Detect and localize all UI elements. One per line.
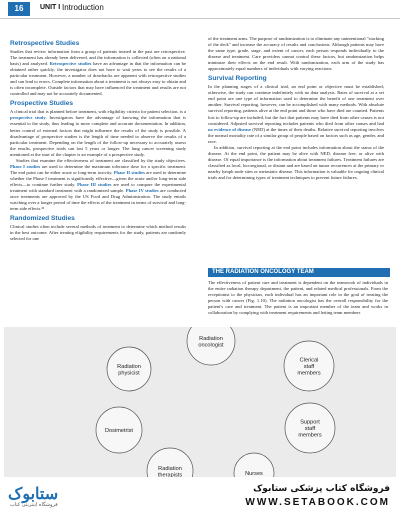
text-run: . Investigators have the advantage of knowing the information that is essential to the study, thus leading to more complete and accurate documentation. In addition, better control of external factors that might influence the results of the study is possible. A disadvantage of prospective studies is the length of time needed to observe the results of a particular treatment. Depending on the length of the follow-up necessary to accurately assess the results, prospective trials can last 5 years or longer. The lung cancer screening study mentioned at the start of the chapter is an example of a prospective study.: [10, 115, 186, 157]
team-node-clerical: [284, 341, 334, 391]
term-phase-4: Phase IV studies: [125, 187, 159, 193]
term-phase-1: Phase I studies: [10, 163, 41, 169]
text-run: are used to determine whether the Phase I treatment is significantly effective—given the acute and/or long-term side effects—to continue further study.: [10, 169, 186, 187]
term-retrospective: Retrospective studies: [49, 61, 92, 67]
text-run: A clinical trial that is planned before treatment, with eligibility criteria for patient selection, is a: [10, 109, 186, 115]
footer-url: WWW.SETABOOK.COM: [245, 497, 390, 508]
team-node-label: Radiation: [158, 465, 182, 472]
team-node-label: members: [297, 370, 321, 377]
term-prospective: prospective study: [10, 115, 46, 121]
team-node-label: Nurses: [245, 471, 263, 477]
right-column: [208, 36, 384, 181]
term-phase-3: Phase III studies: [77, 181, 112, 187]
retrospective-paragraph: [10, 49, 186, 97]
text-run: Studies that review information from a group of patients treated in the past are retrospective. The treatment has already been delivered, and the information is collected (often on a national basis) and analyzed.: [10, 49, 186, 67]
text-run: are used to compare the experimental treatment with standard treatment with a randomized sample.: [10, 181, 186, 193]
randomized-paragraph: Clinical studies often include several methods of treatment to determine which method results in the best outcome. After treating eligibility requirements for the study, patients are randomly selected for one: [10, 224, 186, 242]
prospective-paragraph-2: [10, 158, 186, 212]
text-run: (NED) at the times of their deaths. Relative survival reporting involves the normal mortality rate of a similar group of people based on factors such as age, gender, and race.: [208, 126, 384, 144]
team-node-physicist: [107, 347, 151, 391]
team-node-nurses: [234, 453, 274, 477]
prospective-heading: Prospective Studies: [10, 100, 74, 108]
text-run: are used to determine the maximum tolerance dose for a specific treatment. The end point can be either acute or long-term toxicity.: [10, 163, 186, 175]
randomized-heading: Randomized Studies: [10, 215, 75, 223]
team-node-label: Dosimetrist: [105, 428, 133, 434]
text-run: have an advantage in that the information can be obtained rather quickly; the investigator does not have to wait years to see the results of a particular treatment. However, a number of drawbacks are apparent with retrospective studies and can lead to errors. Complete information about a treatment is not always easy to obtain and is often incomplete. Outside factors that may have influenced the treatment and results are not controlled and may not be accurately documented.: [10, 61, 186, 97]
team-diagram: [4, 327, 396, 477]
unit-title: Introduction: [62, 3, 104, 12]
page-number: 16: [8, 2, 30, 16]
survival-paragraph-2: In addition, survival reporting at the end point includes information about the status of the disease. At the end point, the patient may be alive with NED, disease free, or alive with disease. Of equal importance is the information about treatment failures. Treatment failures are classified as local, locoregional, or distant and are based on tumor recurrences at the primary or nearby lymph node sites or metastatic disease. This information is valuable for ongoing clinical trials and for determining types of treatment techniques to prevent future failures.: [208, 144, 384, 180]
team-node-label: staff: [303, 364, 315, 370]
team-node-oncologist: [187, 327, 235, 365]
footer-title: فروشگاه کتاب پزشکی ستابوک: [253, 484, 390, 494]
unit-label: UNIT I: [40, 4, 61, 11]
team-node-label: Support: [300, 419, 320, 426]
team-node-label: staff: [304, 426, 316, 432]
team-node-therapists: [147, 448, 193, 477]
text-run: In the planning stages of a clinical trial, an end point or objective must be established; otherwise, the study can continue indefinitely with no data analysis. Rates of survival at a set end point are one type of information used to determine the benefit of one treatment over another. Survival reporting, however, can be accomplished with many methods. With absolute survival reporting, patients alive at the end point and those who have died are counted. Patients lost to follow-up are included, but the fact that patients may have died from other causes is not considered. Adjusted survival reporting includes patients who died from other causes and had: [208, 84, 384, 126]
team-node-label: oncologist: [198, 342, 224, 349]
page-header: [0, 0, 400, 19]
team-paragraph: The effectiveness of patient care and treatment is dependent on the teamwork of individuals in the entire radiation therapy department, the patient, and related medical professionals. From the receptionist to the physician, each individual has an important role in the goal of treating the person with cancer (Fig. 1.10). The radiation oncologist has the overall responsibility for the patient's care and treatment. The patient is an important member of the team and works in collaboration by complying with treatment requirements and letting team members: [208, 280, 388, 316]
text-run: Studies that examine the effectiveness of treatment are classified by the study objectives.: [16, 157, 186, 163]
team-node-label: physicist: [118, 370, 140, 377]
survival-heading: Survival Reporting: [208, 75, 267, 83]
team-node-label: Radiation: [117, 363, 141, 370]
term-phase-2: Phase II studies: [113, 169, 145, 175]
prospective-paragraph-1: [10, 109, 186, 157]
term-ned: no evidence of disease: [208, 126, 252, 132]
team-section-bar: THE RADIATION ONCOLOGY TEAM: [208, 268, 390, 277]
team-node-label: Radiation: [199, 335, 223, 342]
team-node-label: therapists: [157, 472, 183, 477]
team-node-label: Clerical: [299, 357, 319, 364]
team-node-support: [285, 403, 335, 453]
left-column: [10, 37, 186, 242]
randomized-continued-paragraph: of the treatment arms. The purpose of randomization is to eliminate any unintentional "stacking of the deck" and increase the accuracy of results and conclusions. Although patients may have the same type, grade, stage, and extent of cancer, each person responds individually to the disease and treatment. Care providers cannot control these factors, but randomization helps minimize their effects on the end result. With randomization, each arm of the study has approximately equal numbers of individuals with varying reactions.: [208, 36, 384, 72]
publisher-logo-subtitle: فروشگاه اینترنتی کتاب: [10, 502, 58, 508]
text-run: are conducted once treatments are approved by the US Food and Drug Administration. The study entails watching over a longer period of time the effects of the treatment in terms of survival and long-term side effects.²³: [10, 187, 186, 212]
team-node-label: members: [298, 432, 322, 439]
survival-paragraph-1: [208, 84, 384, 144]
publisher-logo: ستابوک: [8, 486, 59, 503]
team-node-dosimetrist: [96, 407, 142, 453]
retrospective-heading: Retrospective Studies: [10, 40, 80, 47]
